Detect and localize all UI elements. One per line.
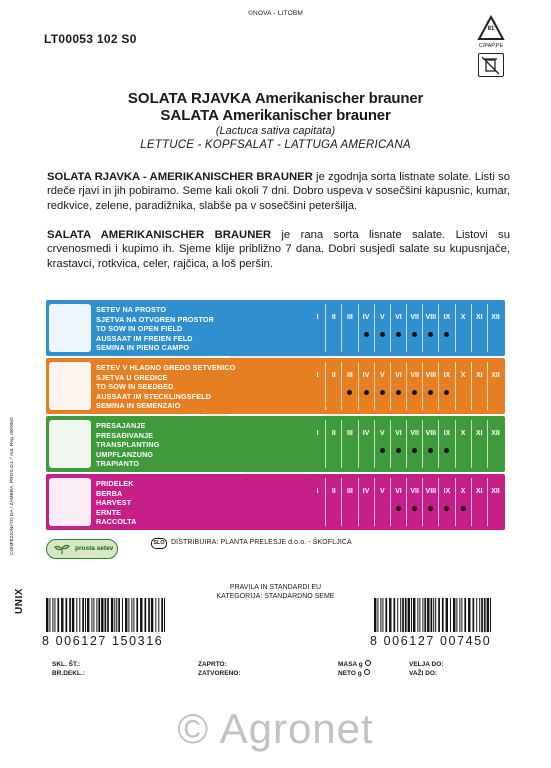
barcode-bar — [382, 598, 383, 632]
common-names: LETTUCE - KOPFSALAT - LATTUGA AMERICANA — [140, 139, 411, 151]
calendar-row-label: SETEV V HLADNO GREDO SETVENICO — [96, 363, 236, 372]
barcode-bar — [397, 598, 398, 632]
month-label: VIII — [425, 430, 437, 437]
calendar-row-label: SJETVA U GREDICE — [96, 372, 168, 382]
field-zatvoreno: ZATVORENO: — [198, 670, 241, 677]
month-active-dot — [461, 506, 466, 511]
estimated-sign-icon — [364, 669, 370, 675]
month-cell — [455, 420, 471, 468]
barcode-bar — [438, 598, 440, 632]
barcode-bar — [151, 598, 153, 632]
article-code: LT00053 102 S0 — [44, 32, 137, 46]
calendar-row-months — [310, 304, 503, 352]
month-label: VII — [410, 314, 419, 321]
month-label: I — [316, 314, 319, 321]
calendar-row-label: TO SOW IN OPEN FIELD — [96, 324, 183, 334]
title-block — [0, 90, 551, 153]
month-active-dot — [364, 390, 369, 395]
standards-line-1: PRAVILA IN STANDARDI EU — [229, 584, 322, 591]
month-active-dot — [396, 448, 401, 453]
barcode-bar — [131, 598, 132, 632]
barcode-bar — [450, 598, 451, 632]
month-label: VIII — [425, 314, 437, 321]
month-cell — [438, 478, 454, 526]
barcode-bar — [490, 598, 491, 632]
barcode-bar — [402, 598, 404, 632]
month-label: III — [347, 488, 353, 495]
barcode-bar — [380, 598, 381, 632]
month-cell — [310, 478, 325, 526]
barcode-bar — [374, 598, 376, 632]
calendar-row-illustration — [49, 362, 91, 410]
month-cell — [341, 362, 357, 410]
barcode-bar — [46, 598, 48, 632]
description-croatian-heading: SALATA AMERIKANISCHER BRAUNER — [47, 229, 272, 241]
estimated-sign-icon — [365, 660, 371, 666]
barcode-bar — [394, 598, 396, 632]
month-cell — [455, 478, 471, 526]
calendar-row-label: PRIDELEK — [96, 479, 134, 488]
month-cell — [358, 304, 374, 352]
barcode-bar — [456, 598, 457, 632]
barcode-bar — [461, 598, 462, 632]
calendar-row-label: UMPFLANZUNG — [96, 449, 154, 459]
calendar-row-labels — [96, 479, 296, 527]
barcode-bar — [468, 598, 470, 632]
barcode-right-bars — [372, 598, 497, 634]
month-label: IX — [443, 430, 451, 437]
calendar-row-label: TO SOW IN SEEDBED — [96, 382, 174, 392]
month-cell — [471, 420, 487, 468]
month-label: IV — [362, 314, 370, 321]
month-cell — [325, 478, 341, 526]
barcode-left — [44, 598, 169, 639]
standards-line-2: KATEGORIJA: STANDARDNO SEME — [216, 593, 335, 600]
month-label: IV — [362, 372, 370, 379]
month-cell — [390, 420, 406, 468]
field-neto: NETO g — [338, 670, 362, 677]
description-slovenian — [47, 170, 510, 213]
month-label: XII — [491, 488, 500, 495]
barcode-bar — [145, 598, 147, 632]
direct-sowing-badge — [46, 539, 118, 559]
barcode-bar — [459, 598, 460, 632]
month-cell — [374, 362, 390, 410]
calendar-row-label: RACCOLTA — [96, 517, 137, 527]
calendar-row-label: PRESAĐIVANJE — [96, 430, 154, 440]
copyright-text: ©NOVA - LITOBM — [247, 10, 304, 17]
barcode-bar — [476, 598, 477, 632]
month-label: VI — [395, 372, 402, 379]
title-croatian-name: SALATA — [160, 107, 219, 124]
calendar-row-label: PRESAJANJE — [96, 421, 146, 430]
month-cell — [471, 478, 487, 526]
calendar-row-labels — [96, 421, 296, 469]
barcode-bar — [128, 598, 129, 632]
month-active-dot — [380, 448, 385, 453]
field-group-masa — [338, 660, 371, 678]
month-cell — [310, 304, 325, 352]
barcode-bar — [93, 598, 94, 632]
barcode-bar — [479, 598, 480, 632]
barcode-bar — [464, 598, 466, 632]
calendar-row-label: AUSSAAT IM FREIEN FELD — [96, 333, 193, 343]
barcode-bar — [473, 598, 475, 632]
calendar-row-months — [310, 362, 503, 410]
barcode-bar — [66, 598, 68, 632]
calendar-row-label: ERNTE — [96, 507, 122, 517]
calendar-row-label: AUSSAAT IM STECKLINGSFELD — [96, 391, 212, 401]
seedling-icon — [53, 543, 71, 555]
direct-sowing-label: prosta setev — [75, 545, 114, 552]
barcode-right — [372, 598, 497, 639]
barcode-bar — [69, 598, 71, 632]
month-active-dot — [412, 332, 417, 337]
month-label: VI — [395, 430, 402, 437]
month-label: VIII — [425, 372, 437, 379]
calendar-row-label: HARVEST — [96, 498, 132, 508]
barcode-bar — [487, 598, 489, 632]
month-label: III — [347, 314, 353, 321]
month-cell — [406, 304, 422, 352]
calendar-row-label: TRANSPLANTING — [96, 440, 160, 450]
month-active-dot — [364, 332, 369, 337]
barcode-bar — [61, 598, 63, 632]
calendar-row — [46, 474, 505, 530]
month-active-dot — [444, 390, 449, 395]
field-vazi: VAŽI DO: — [409, 670, 438, 677]
field-group-zaprto — [198, 660, 241, 678]
recycle-code: C/PAP,PE — [478, 43, 504, 49]
barcode-bar — [400, 598, 401, 632]
month-label: I — [316, 372, 319, 379]
title-slovenian — [0, 90, 551, 107]
description-croatian — [47, 228, 510, 271]
side-license-text: CONFEZIONATO DA / ZAMBRA: PROS.O.L.* Aut. Reg. 08/0050 — [10, 417, 15, 555]
month-active-dot — [428, 332, 433, 337]
month-cell — [341, 304, 357, 352]
recycle-number: 81 — [487, 26, 495, 32]
barcode-bar — [122, 598, 123, 632]
month-label: IV — [362, 430, 370, 437]
barcode-bar — [431, 598, 433, 632]
month-cell — [406, 362, 422, 410]
month-label: VII — [410, 488, 419, 495]
month-active-dot — [396, 390, 401, 395]
month-active-dot — [412, 506, 417, 511]
month-cell — [310, 362, 325, 410]
barcode-bar — [76, 598, 77, 632]
unix-label: UNIX — [14, 588, 25, 614]
title-slovenian-variety: Amerikanischer brauner — [251, 90, 424, 107]
month-cell — [374, 478, 390, 526]
month-label: VII — [410, 430, 419, 437]
barcode-bar — [419, 598, 420, 632]
month-active-dot — [396, 332, 401, 337]
month-cell — [325, 304, 341, 352]
barcode-bar — [114, 598, 115, 632]
barcode-bar — [389, 598, 391, 632]
month-label: XII — [491, 372, 500, 379]
month-cell — [374, 420, 390, 468]
month-cell — [310, 420, 325, 468]
barcode-bar — [91, 598, 92, 632]
month-label: III — [347, 430, 353, 437]
barcode-bar — [52, 598, 53, 632]
barcode-bar — [116, 598, 117, 632]
barcode-bar — [484, 598, 486, 632]
month-label: IX — [443, 488, 451, 495]
calendar-row-label: SEMINA IN PIENO CAMPO — [96, 343, 190, 353]
month-label: II — [331, 488, 336, 495]
month-cell — [406, 420, 422, 468]
month-cell — [358, 362, 374, 410]
month-cell — [471, 304, 487, 352]
barcode-bar — [164, 598, 165, 632]
barcode-bar — [98, 598, 100, 632]
month-label: XII — [491, 430, 500, 437]
barcode-bar — [111, 598, 113, 632]
calendar-row-label: TRAPIANTO — [96, 459, 140, 469]
month-label: XII — [491, 314, 500, 321]
title-slovenian-name: SOLATA RJAVKA — [127, 90, 252, 107]
barcode-bar — [54, 598, 55, 632]
month-label: X — [460, 430, 466, 437]
barcode-bar — [107, 598, 109, 632]
barcode-bar — [79, 598, 80, 632]
month-active-dot — [380, 390, 385, 395]
field-velja: VELJA DO: — [409, 661, 444, 668]
month-active-dot — [428, 506, 433, 511]
month-cell — [422, 478, 438, 526]
month-cell — [487, 362, 503, 410]
barcode-bar — [85, 598, 86, 632]
agronet-watermark — [0, 705, 551, 753]
month-cell — [406, 478, 422, 526]
barcode-bar — [125, 598, 127, 632]
barcode-bar — [57, 598, 59, 632]
month-cell — [358, 420, 374, 468]
barcode-bar — [417, 598, 418, 632]
month-label: II — [331, 372, 336, 379]
month-label: V — [379, 372, 385, 379]
month-label: XI — [475, 314, 483, 321]
calendar-row-illustration — [49, 420, 91, 468]
month-label: V — [379, 314, 385, 321]
month-active-dot — [396, 506, 401, 511]
barcode-bar — [161, 598, 163, 632]
month-cell — [471, 362, 487, 410]
field-group-velja — [409, 660, 443, 678]
month-label: XI — [475, 488, 483, 495]
month-label: I — [316, 430, 319, 437]
month-label: X — [460, 488, 466, 495]
title-croatian — [0, 107, 551, 124]
calendar-row-label: SEMINA IN SEMENZAIO — [96, 401, 181, 411]
month-label: VI — [395, 488, 402, 495]
month-cell — [487, 478, 503, 526]
month-cell — [487, 304, 503, 352]
barcode-bar — [435, 598, 436, 632]
barcode-bar — [158, 598, 159, 632]
month-cell — [438, 304, 454, 352]
calendar-row-label: SETEV NA PROSTO — [96, 305, 167, 314]
sowing-calendar — [46, 300, 505, 532]
barcode-bar — [408, 598, 410, 632]
month-label: V — [379, 488, 385, 495]
barcode-bar — [481, 598, 483, 632]
barcode-right-number: 8 006127 007450 — [370, 634, 492, 648]
calendar-row — [46, 416, 505, 472]
agronet-watermark-text: © Agronet — [177, 705, 374, 752]
month-cell — [390, 362, 406, 410]
month-cell — [341, 420, 357, 468]
calendar-row — [46, 358, 505, 414]
month-label: X — [460, 314, 466, 321]
month-cell — [422, 362, 438, 410]
barcode-bar — [411, 598, 412, 632]
calendar-row-label: SJETVA NA OTVOREN PROSTOR — [96, 314, 214, 324]
month-cell — [487, 420, 503, 468]
month-cell — [438, 362, 454, 410]
month-active-dot — [444, 332, 449, 337]
month-cell — [422, 420, 438, 468]
month-cell — [341, 478, 357, 526]
barcode-bar — [136, 598, 138, 632]
month-label: IX — [443, 372, 451, 379]
month-active-dot — [412, 390, 417, 395]
waste-bin-icon — [478, 53, 504, 77]
month-cell — [325, 362, 341, 410]
month-active-dot — [428, 390, 433, 395]
calendar-row-months — [310, 478, 503, 526]
barcode-bar — [453, 598, 455, 632]
barcode-bar — [105, 598, 107, 632]
barcode-bar — [155, 598, 156, 632]
barcode-bar — [96, 598, 97, 632]
field-brdekl: BR.DEKL.: — [52, 670, 85, 677]
barcode-bar — [82, 598, 84, 632]
month-cell — [358, 478, 374, 526]
barcode-bar — [405, 598, 407, 632]
barcode-bar — [422, 598, 423, 632]
barcode-bar — [413, 598, 415, 632]
month-label: XI — [475, 430, 483, 437]
month-label: X — [460, 372, 466, 379]
month-label: VI — [395, 314, 402, 321]
month-active-dot — [444, 506, 449, 511]
title-croatian-variety: Amerikanischer brauner — [219, 107, 391, 124]
description-slovenian-heading: SOLATA RJAVKA - AMERIKANISCHER BRAUNER — [47, 171, 313, 183]
month-cell — [438, 420, 454, 468]
field-masa: MASA g — [338, 661, 363, 668]
barcode-left-bars — [44, 598, 169, 634]
barcode-left-number: 8 006127 150316 — [42, 634, 164, 648]
barcode-bar — [442, 598, 444, 632]
field-skl: SKL. ŠT.: — [52, 661, 81, 668]
calendar-row-illustration — [49, 478, 91, 526]
calendar-row-labels — [96, 305, 296, 353]
calendar-row-label: BERBA — [96, 488, 123, 498]
month-label: VIII — [425, 488, 437, 495]
month-cell — [455, 304, 471, 352]
month-cell — [325, 420, 341, 468]
calendar-row — [46, 300, 505, 356]
barcode-bar — [118, 598, 120, 632]
month-active-dot — [412, 448, 417, 453]
field-zaprto: ZAPRTO: — [198, 661, 227, 668]
month-active-dot — [380, 332, 385, 337]
month-cell — [422, 304, 438, 352]
barcode-bar — [446, 598, 448, 632]
barcode-bar — [87, 598, 89, 632]
calendar-row-illustration — [49, 304, 91, 352]
month-label: III — [347, 372, 353, 379]
month-label: VII — [410, 372, 419, 379]
month-cell — [374, 304, 390, 352]
calendar-row-labels — [96, 363, 296, 411]
barcode-bar — [101, 598, 103, 632]
month-label: II — [331, 430, 336, 437]
distributor-text: DISTRIBUIRA: PLANTA PRELESJE d.o.o. - ŠKOFLJICA — [171, 539, 352, 546]
latin-name: (Lactuca sativa capitata) — [215, 125, 336, 137]
month-active-dot — [444, 448, 449, 453]
barcode-bar — [133, 598, 134, 632]
barcode-bar — [377, 598, 378, 632]
barcode-bar — [49, 598, 50, 632]
month-active-dot — [428, 448, 433, 453]
month-active-dot — [347, 390, 352, 395]
month-cell — [390, 478, 406, 526]
barcode-bar — [424, 598, 426, 632]
month-label: I — [316, 488, 319, 495]
description-croatian-text: je rana sorta lisnate salate. Listovi su crvenosmedi i kupimo ih. Sjeme klije približno 7 dana. Dobri susjedi salate su kupusnjače, krastavci, rotkvica, celer, rajčica, a loš peršin. — [47, 229, 510, 270]
month-label: II — [331, 314, 336, 321]
barcode-bar — [433, 598, 434, 632]
barcode-bar — [427, 598, 429, 632]
description-slovenian-text: je zgodnja sorta listnate solate. Listi so rdeče rjavi in jih pobiramo. Seme kali okoli 7 dni. Dobro uspeva v sosečšini kapusnic, kumar, redkvice, zelene, paradižnika, slabše pa v sosečšini peteršilja. — [47, 171, 510, 212]
month-label: XI — [475, 372, 483, 379]
barcode-bar — [140, 598, 142, 632]
barcode-bar — [148, 598, 150, 632]
month-label: IX — [443, 314, 451, 321]
calendar-row-months — [310, 420, 503, 468]
month-cell — [455, 362, 471, 410]
month-label: V — [379, 430, 385, 437]
month-label: IV — [362, 488, 370, 495]
barcode-bar — [72, 598, 74, 632]
month-cell — [390, 304, 406, 352]
slo-badge: SLO — [151, 538, 167, 549]
barcode-bar — [385, 598, 387, 632]
field-group-skl — [52, 660, 85, 678]
